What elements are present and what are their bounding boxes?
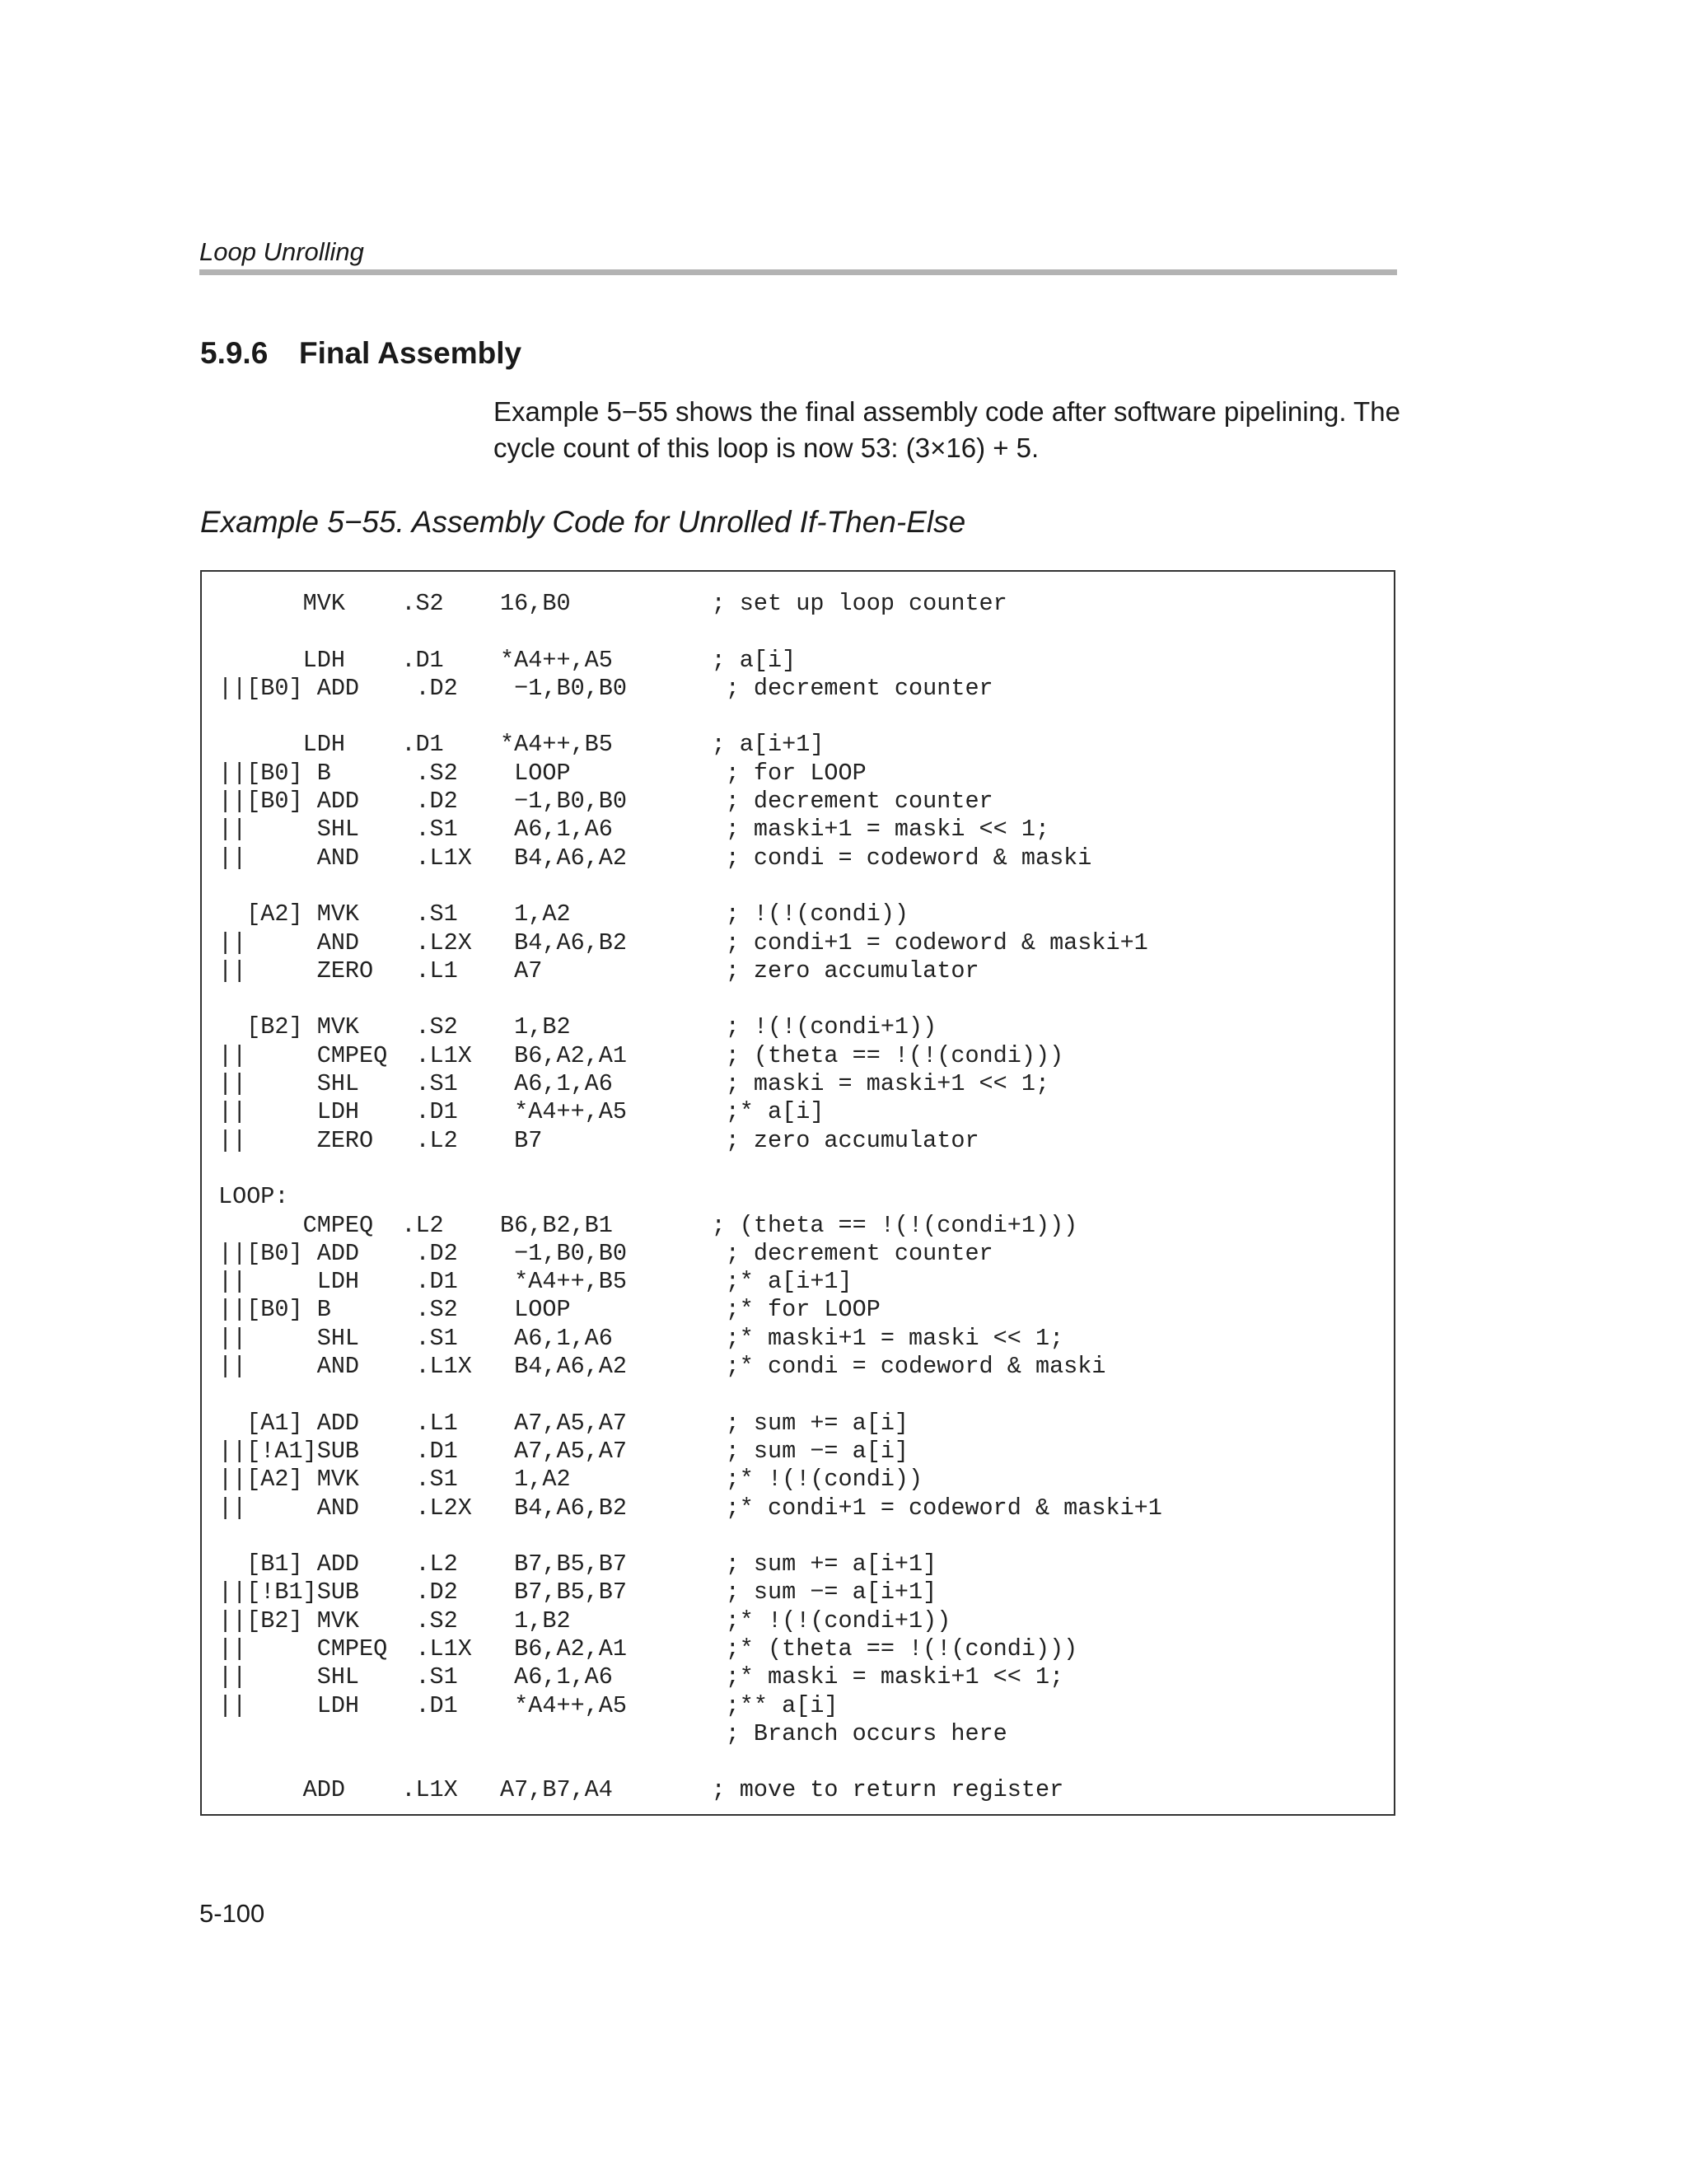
code-line: [B2] MVK .S2 1,B2 ; !(!(condi+1)) bbox=[218, 1013, 937, 1041]
code-listing-box bbox=[200, 570, 1395, 1816]
code-line: ||[B0] B .S2 LOOP ; for LOOP bbox=[218, 759, 867, 787]
code-line bbox=[218, 872, 1162, 900]
code-line: ||[!B1]SUB .D2 B7,B5,B7 ; sum −= a[i+1] bbox=[218, 1578, 937, 1606]
code-line bbox=[218, 1748, 1162, 1776]
code-line: ||[B0] ADD .D2 −1,B0,B0 ; decrement counter bbox=[218, 1239, 993, 1267]
code-line: [B1] ADD .L2 B7,B5,B7 ; sum += a[i+1] bbox=[218, 1550, 937, 1578]
code-line: || SHL .S1 A6,1,A6 ;* maski = maski+1 << 1; bbox=[218, 1663, 1064, 1691]
header-rule bbox=[199, 269, 1397, 275]
code-line: ||[B0] B .S2 LOOP ;* for LOOP bbox=[218, 1296, 881, 1324]
section-heading bbox=[200, 336, 521, 371]
code-line: ||[B0] ADD .D2 −1,B0,B0 ; decrement counter bbox=[218, 674, 993, 702]
section-number: 5.9.6 bbox=[200, 336, 269, 370]
code-line: || LDH .D1 *A4++,A5 ;* a[i] bbox=[218, 1098, 825, 1126]
code-line: ; Branch occurs here bbox=[218, 1719, 1007, 1747]
code-line: ||[A2] MVK .S1 1,A2 ;* !(!(condi)) bbox=[218, 1466, 923, 1494]
code-line: LDH .D1 *A4++,A5 ; a[i] bbox=[218, 646, 797, 674]
code-line: || SHL .S1 A6,1,A6 ;* maski+1 = maski << 1; bbox=[218, 1324, 1064, 1352]
code-line: MVK .S2 16,B0 ; set up loop counter bbox=[218, 590, 1007, 617]
code-line: [A1] ADD .L1 A7,A5,A7 ; sum += a[i] bbox=[218, 1409, 909, 1437]
code-line: || LDH .D1 *A4++,A5 ;** a[i] bbox=[218, 1691, 839, 1719]
code-line: ||[B0] ADD .D2 −1,B0,B0 ; decrement counter bbox=[218, 788, 993, 816]
code-line: || LDH .D1 *A4++,B5 ;* a[i+1] bbox=[218, 1268, 853, 1296]
code-line: ADD .L1X A7,B7,A4 ; move to return register bbox=[218, 1776, 1064, 1804]
code-line bbox=[218, 1381, 1162, 1409]
code-line: || ZERO .L1 A7 ; zero accumulator bbox=[218, 956, 979, 984]
code-line bbox=[218, 703, 1162, 731]
code-line: || ZERO .L2 B7 ; zero accumulator bbox=[218, 1126, 979, 1154]
section-title: Final Assembly bbox=[299, 336, 522, 370]
code-line: || AND .L2X B4,A6,B2 ;* condi+1 = codeword & maski+1 bbox=[218, 1494, 1162, 1522]
body-paragraph bbox=[493, 394, 1416, 466]
code-line bbox=[218, 1522, 1162, 1550]
code-line: || AND .L1X B4,A6,A2 ; condi = codeword & maski bbox=[218, 844, 1092, 872]
code-line bbox=[218, 618, 1162, 646]
body-line-1: Example 5−55 shows the final assembly code after software pipelining. The bbox=[493, 396, 1400, 427]
code-line: [A2] MVK .S1 1,A2 ; !(!(condi)) bbox=[218, 900, 909, 928]
example-caption: Example 5−55. Assembly Code for Unrolled If-Then-Else bbox=[200, 505, 966, 539]
code-line: || AND .L2X B4,A6,B2 ; condi+1 = codeword & maski+1 bbox=[218, 928, 1148, 956]
code-line bbox=[218, 1155, 1162, 1183]
body-line-2: cycle count of this loop is now 53: (3×16) + 5. bbox=[493, 433, 1040, 463]
code-line: || SHL .S1 A6,1,A6 ; maski = maski+1 << 1; bbox=[218, 1070, 1050, 1098]
code-line: || AND .L1X B4,A6,A2 ;* condi = codeword & maski bbox=[218, 1353, 1106, 1381]
code-line: || SHL .S1 A6,1,A6 ; maski+1 = maski << 1; bbox=[218, 816, 1050, 844]
page-number: 5-100 bbox=[199, 1899, 265, 1928]
code-line: ||[!A1]SUB .D1 A7,A5,A7 ; sum −= a[i] bbox=[218, 1437, 909, 1465]
running-head: Loop Unrolling bbox=[199, 237, 364, 266]
code-line: LDH .D1 *A4++,B5 ; a[i+1] bbox=[218, 731, 825, 759]
code-line bbox=[218, 985, 1162, 1013]
code-line: CMPEQ .L2 B6,B2,B1 ; (theta == !(!(condi+1))) bbox=[218, 1211, 1078, 1239]
code-line: ||[B2] MVK .S2 1,B2 ;* !(!(condi+1)) bbox=[218, 1606, 951, 1634]
code-listing bbox=[218, 590, 1162, 1805]
code-line: || CMPEQ .L1X B6,A2,A1 ;* (theta == !(!(condi))) bbox=[218, 1634, 1078, 1663]
code-line: || CMPEQ .L1X B6,A2,A1 ; (theta == !(!(condi))) bbox=[218, 1041, 1064, 1069]
code-line: LOOP: bbox=[218, 1183, 289, 1211]
